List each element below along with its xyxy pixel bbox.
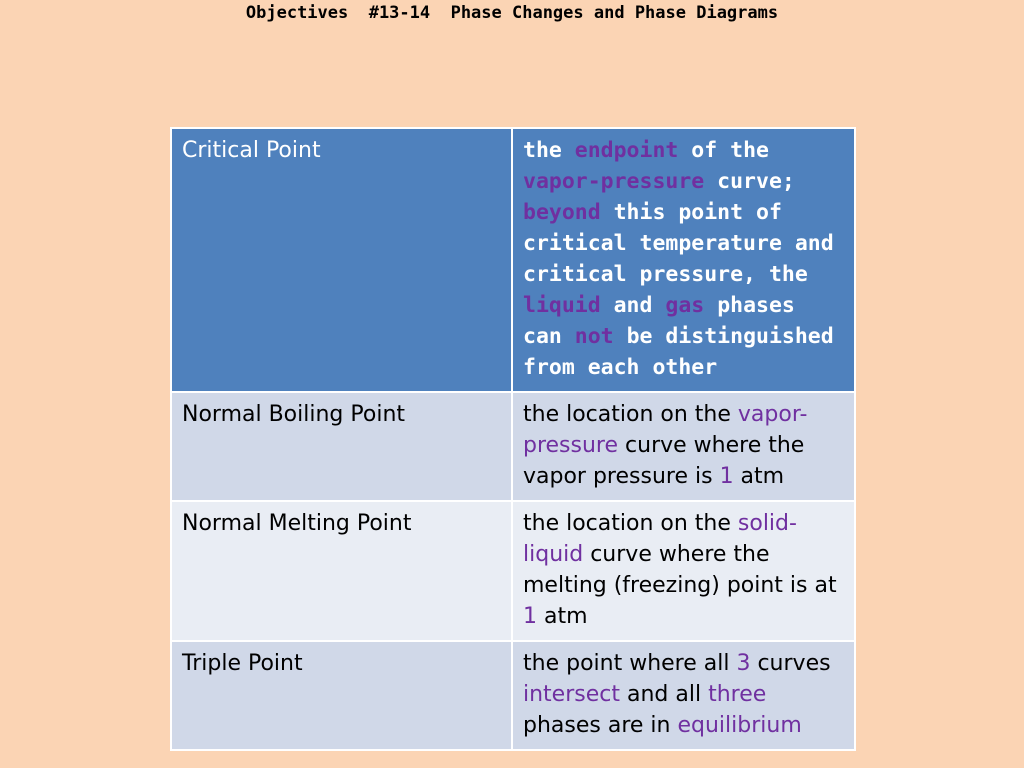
definition-text: atm <box>537 604 588 629</box>
definition-text: the point where all <box>523 651 737 676</box>
definition-text: phases are in <box>523 713 678 738</box>
highlighted-term: three <box>708 682 767 707</box>
definition-cell <box>512 392 855 501</box>
definitions-table <box>170 127 856 751</box>
definition-text: phases can <box>523 293 795 349</box>
highlighted-term: 3 <box>736 651 751 676</box>
table-row <box>171 641 855 750</box>
definition-text: and <box>600 293 666 318</box>
highlighted-term: vapor-pressure <box>523 169 705 194</box>
highlighted-term: intersect <box>523 682 620 707</box>
highlighted-term: 1 <box>523 604 537 629</box>
definition-text: curve where the melting (freezing) point is at <box>523 542 837 598</box>
highlighted-term: equilibrium <box>677 713 802 738</box>
highlighted-term: gas <box>665 293 705 318</box>
highlighted-term: vapor-pressure <box>523 402 808 458</box>
definition-cell <box>512 501 855 641</box>
term-cell: Triple Point <box>171 641 512 750</box>
highlighted-term: liquid <box>523 293 601 318</box>
definition-text: and all <box>619 682 709 707</box>
definition-text: of the <box>678 138 769 163</box>
table-row <box>171 392 855 501</box>
slide-title: Objectives #13-14 Phase Changes and Phase Diagrams <box>245 3 779 23</box>
definition-text: be distinguished from each other <box>523 324 834 380</box>
definition-text: this point of critical temperature and critical pressure, the <box>523 200 834 287</box>
table-row <box>171 501 855 641</box>
definition-cell <box>512 641 855 750</box>
highlighted-term: 1 <box>719 464 734 489</box>
definition-text: curve where the vapor pressure is <box>523 433 805 489</box>
definition-text: curves <box>750 651 831 676</box>
term-cell: Normal Melting Point <box>171 501 512 641</box>
definition-text: atm <box>733 464 785 489</box>
definition-cell <box>512 128 855 392</box>
definitions-table-body <box>171 128 855 750</box>
definition-text: the location on the <box>523 402 738 427</box>
definition-text: the location on the <box>523 511 738 536</box>
highlighted-term: beyond <box>523 200 601 225</box>
term-cell: Normal Boiling Point <box>171 392 512 501</box>
highlighted-term: solid-liquid <box>523 511 797 567</box>
term-cell: Critical Point <box>171 128 512 392</box>
highlighted-term: not <box>574 324 614 349</box>
highlighted-term: endpoint <box>574 138 679 163</box>
definition-text: the <box>523 138 575 163</box>
table-row <box>171 128 855 392</box>
definition-text: curve; <box>704 169 795 194</box>
